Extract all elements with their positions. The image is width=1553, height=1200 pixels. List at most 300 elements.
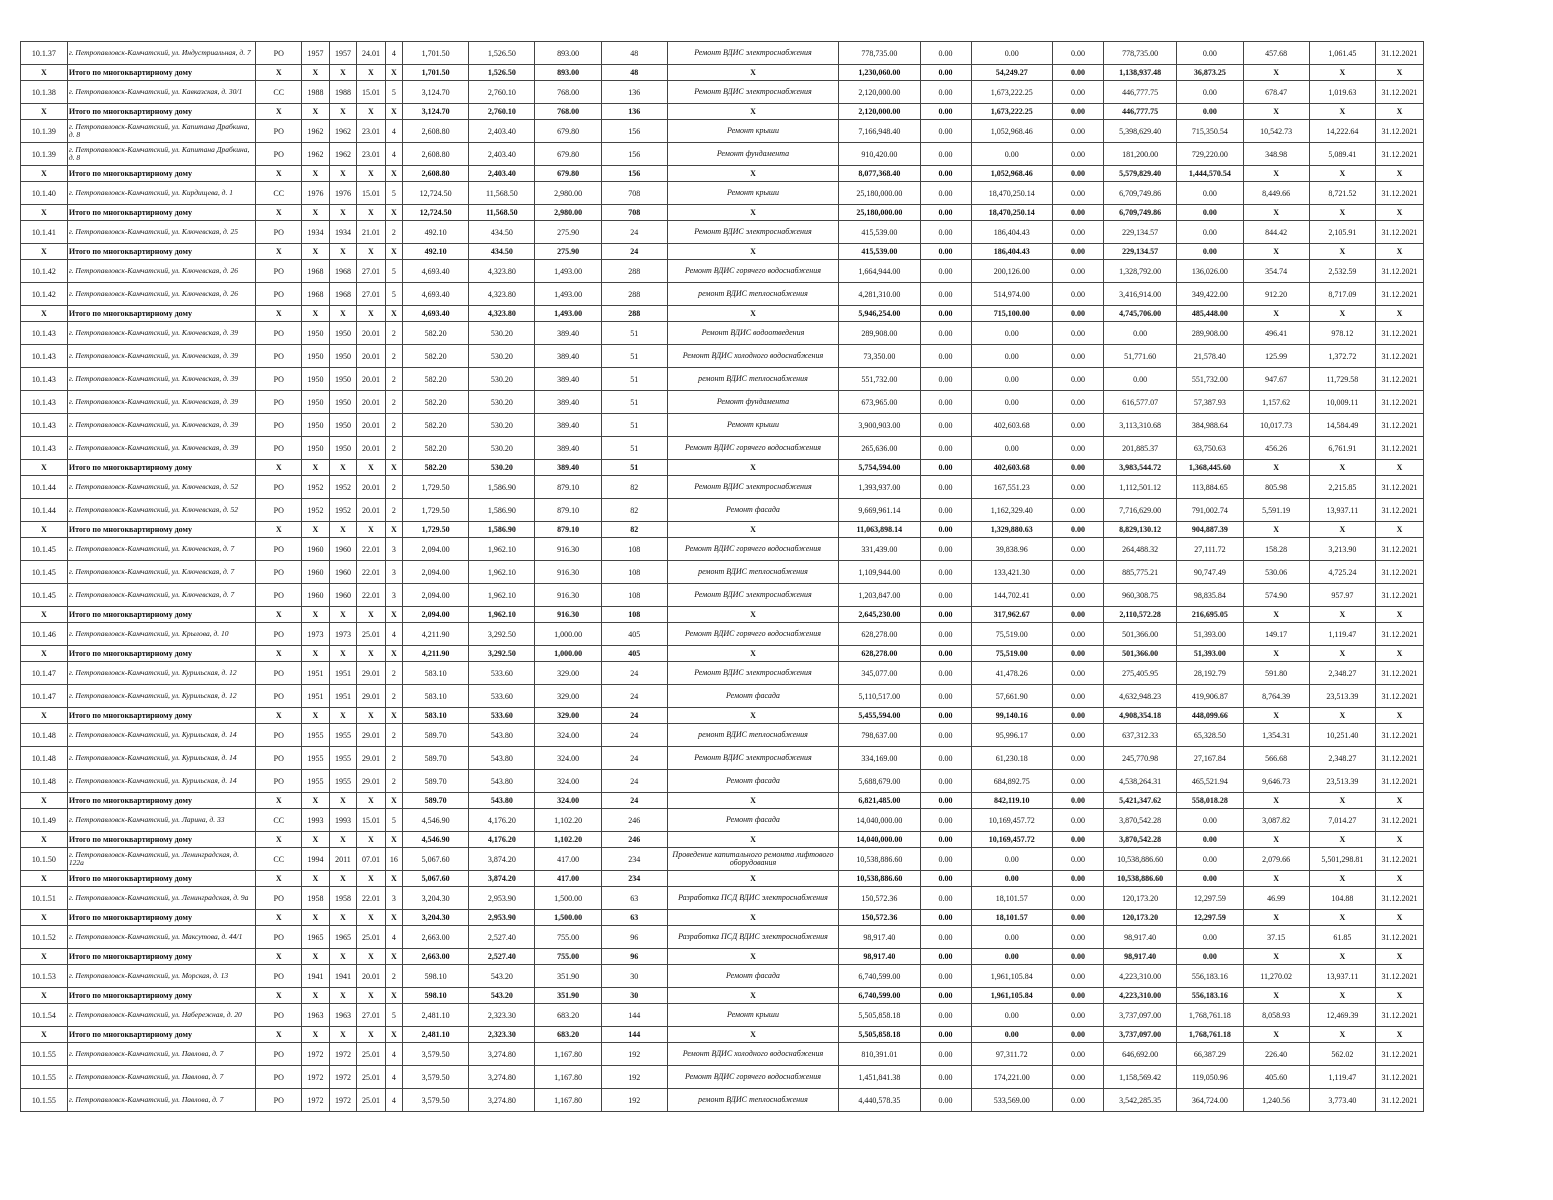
- cell-local-funds: 0.00: [1053, 662, 1104, 685]
- cell-owner-funds: 10,538,886.60: [1103, 848, 1176, 871]
- table-row: [21, 584, 1424, 607]
- cell-total-cost: 6,740,599.00: [839, 988, 921, 1004]
- cell-other-funds: 0.00: [1177, 949, 1243, 965]
- cell-wear: 25.01: [357, 1089, 386, 1112]
- cell-ownership: X: [256, 832, 302, 848]
- cell-work-type: Ремонт фасада: [667, 965, 838, 988]
- cell-local-funds: 0.00: [1053, 182, 1104, 205]
- cell-work-type: Ремонт крыши: [667, 414, 838, 437]
- cell-federal-funds: 0.00: [920, 988, 971, 1004]
- cell-floors: X: [385, 607, 402, 623]
- cell-total-cost: 1,230,060.00: [839, 65, 921, 81]
- cell-living-area: 2,953.90: [469, 887, 535, 910]
- cell-owner-funds: 1,158,569.42: [1103, 1066, 1176, 1089]
- cell-unit-cost: 8,449.66: [1243, 182, 1309, 205]
- cell-deadline: 31.12.2021: [1375, 182, 1423, 205]
- cell-floors: 3: [385, 538, 402, 561]
- cell-wear: X: [357, 306, 386, 322]
- cell-other-funds: 27,111.72: [1177, 538, 1243, 561]
- cell-work-type: X: [667, 871, 838, 887]
- cell-roof-area: 879.10: [535, 499, 601, 522]
- cell-max-unit-cost: X: [1309, 988, 1375, 1004]
- cell-roof-area: 2,980.00: [535, 182, 601, 205]
- cell-build-year: 1965: [302, 926, 330, 949]
- cell-roof-area: 351.90: [535, 988, 601, 1004]
- cell-ownership: РО: [256, 368, 302, 391]
- cell-owner-funds: 181,200.00: [1103, 143, 1176, 166]
- cell-commission-year: X: [329, 871, 357, 887]
- cell-total-area: 2,094.00: [403, 538, 469, 561]
- cell-unit-cost: X: [1243, 306, 1309, 322]
- cell-deadline: X: [1375, 607, 1423, 623]
- cell-residents: 108: [601, 584, 667, 607]
- cell-living-area: 2,403.40: [469, 143, 535, 166]
- cell-address: Итого по многоквартирному дому: [67, 104, 255, 120]
- cell-federal-funds: 0.00: [920, 926, 971, 949]
- cell-address: Итого по многоквартирному дому: [67, 166, 255, 182]
- cell-deadline: X: [1375, 832, 1423, 848]
- cell-build-year: 1976: [302, 182, 330, 205]
- cell-federal-funds: 0.00: [920, 538, 971, 561]
- cell-work-type: Ремонт фасада: [667, 770, 838, 793]
- table-row: [21, 1089, 1424, 1112]
- cell-floors: X: [385, 205, 402, 221]
- cell-row-number: 10.1.47: [21, 662, 68, 685]
- cell-max-unit-cost: X: [1309, 1027, 1375, 1043]
- cell-address: г. Петропавловск-Камчатский, ул. Ларина, д. 33: [67, 809, 255, 832]
- cell-unit-cost: 1,240.56: [1243, 1089, 1309, 1112]
- cell-row-number: X: [21, 460, 68, 476]
- cell-other-funds: 1,368,445.60: [1177, 460, 1243, 476]
- cell-living-area: 530.20: [469, 322, 535, 345]
- cell-regional-funds: 684,892.75: [971, 770, 1053, 793]
- cell-roof-area: 679.80: [535, 120, 601, 143]
- cell-total-cost: 5,455,594.00: [839, 708, 921, 724]
- cell-deadline: 31.12.2021: [1375, 345, 1423, 368]
- cell-federal-funds: 0.00: [920, 584, 971, 607]
- cell-federal-funds: 0.00: [920, 949, 971, 965]
- cell-living-area: 2,760.10: [469, 104, 535, 120]
- cell-total-cost: 5,754,594.00: [839, 460, 921, 476]
- cell-other-funds: 384,988.64: [1177, 414, 1243, 437]
- cell-work-type: X: [667, 988, 838, 1004]
- cell-commission-year: 1950: [329, 437, 357, 460]
- cell-local-funds: 0.00: [1053, 965, 1104, 988]
- cell-regional-funds: 0.00: [971, 871, 1053, 887]
- cell-owner-funds: 4,632,948.23: [1103, 685, 1176, 708]
- cell-unit-cost: 457.68: [1243, 42, 1309, 65]
- cell-commission-year: 1960: [329, 538, 357, 561]
- cell-regional-funds: 533,569.00: [971, 1089, 1053, 1112]
- cell-row-number: X: [21, 205, 68, 221]
- cell-wear: X: [357, 522, 386, 538]
- cell-residents: 234: [601, 871, 667, 887]
- cell-wear: X: [357, 832, 386, 848]
- cell-wear: 20.01: [357, 368, 386, 391]
- cell-federal-funds: 0.00: [920, 368, 971, 391]
- cell-wear: X: [357, 205, 386, 221]
- cell-living-area: 1,962.10: [469, 538, 535, 561]
- cell-commission-year: 1955: [329, 724, 357, 747]
- cell-ownership: РО: [256, 260, 302, 283]
- cell-max-unit-cost: 11,729.58: [1309, 368, 1375, 391]
- cell-regional-funds: 57,661.90: [971, 685, 1053, 708]
- cell-row-number: 10.1.45: [21, 561, 68, 584]
- cell-build-year: 1962: [302, 120, 330, 143]
- cell-federal-funds: 0.00: [920, 345, 971, 368]
- cell-ownership: РО: [256, 1004, 302, 1027]
- cell-work-type: Ремонт ВДИС электроснабжения: [667, 584, 838, 607]
- cell-max-unit-cost: 562.02: [1309, 1043, 1375, 1066]
- cell-residents: 63: [601, 910, 667, 926]
- cell-row-number: 10.1.54: [21, 1004, 68, 1027]
- cell-build-year: 1941: [302, 965, 330, 988]
- cell-roof-area: 389.40: [535, 414, 601, 437]
- cell-federal-funds: 0.00: [920, 848, 971, 871]
- cell-work-type: Ремонт фасада: [667, 685, 838, 708]
- cell-owner-funds: 10,538,886.60: [1103, 871, 1176, 887]
- cell-floors: 2: [385, 368, 402, 391]
- cell-regional-funds: 0.00: [971, 368, 1053, 391]
- cell-floors: X: [385, 832, 402, 848]
- cell-unit-cost: X: [1243, 646, 1309, 662]
- cell-build-year: 1993: [302, 809, 330, 832]
- cell-row-number: 10.1.49: [21, 809, 68, 832]
- cell-wear: 20.01: [357, 391, 386, 414]
- cell-max-unit-cost: 23,513.39: [1309, 685, 1375, 708]
- cell-commission-year: X: [329, 244, 357, 260]
- cell-total-area: 583.10: [403, 708, 469, 724]
- cell-work-type: Ремонт ВДИС электроснабжения: [667, 81, 838, 104]
- cell-build-year: 1934: [302, 221, 330, 244]
- cell-other-funds: 90,747.49: [1177, 561, 1243, 584]
- cell-roof-area: 755.00: [535, 926, 601, 949]
- cell-unit-cost: 591.80: [1243, 662, 1309, 685]
- cell-federal-funds: 0.00: [920, 166, 971, 182]
- cell-living-area: 1,586.90: [469, 522, 535, 538]
- cell-build-year: X: [302, 910, 330, 926]
- cell-build-year: X: [302, 832, 330, 848]
- cell-roof-area: 329.00: [535, 685, 601, 708]
- cell-unit-cost: 46.99: [1243, 887, 1309, 910]
- cell-living-area: 1,962.10: [469, 561, 535, 584]
- cell-living-area: 530.20: [469, 345, 535, 368]
- cell-local-funds: 0.00: [1053, 1043, 1104, 1066]
- cell-owner-funds: 3,737,097.00: [1103, 1004, 1176, 1027]
- cell-build-year: 1972: [302, 1043, 330, 1066]
- cell-build-year: 1952: [302, 476, 330, 499]
- cell-commission-year: X: [329, 65, 357, 81]
- cell-total-cost: 6,821,485.00: [839, 793, 921, 809]
- total-row: [21, 949, 1424, 965]
- cell-other-funds: 289,908.00: [1177, 322, 1243, 345]
- cell-local-funds: 0.00: [1053, 747, 1104, 770]
- cell-work-type: ремонт ВДИС теплоснабжения: [667, 724, 838, 747]
- cell-floors: 5: [385, 283, 402, 306]
- cell-owner-funds: 885,775.21: [1103, 561, 1176, 584]
- total-row: [21, 708, 1424, 724]
- cell-total-area: 4,546.90: [403, 809, 469, 832]
- cell-work-type: Ремонт фасада: [667, 499, 838, 522]
- cell-residents: 144: [601, 1004, 667, 1027]
- cell-other-funds: 349,422.00: [1177, 283, 1243, 306]
- cell-wear: X: [357, 988, 386, 1004]
- cell-roof-area: 768.00: [535, 104, 601, 120]
- cell-work-type: Ремонт фасада: [667, 809, 838, 832]
- cell-commission-year: 1962: [329, 120, 357, 143]
- cell-owner-funds: 3,737,097.00: [1103, 1027, 1176, 1043]
- cell-max-unit-cost: X: [1309, 522, 1375, 538]
- total-row: [21, 104, 1424, 120]
- total-row: [21, 910, 1424, 926]
- cell-residents: 24: [601, 221, 667, 244]
- cell-total-cost: 5,110,517.00: [839, 685, 921, 708]
- cell-deadline: 31.12.2021: [1375, 437, 1423, 460]
- cell-total-area: 4,693.40: [403, 283, 469, 306]
- cell-total-area: 598.10: [403, 965, 469, 988]
- cell-max-unit-cost: 1,372.72: [1309, 345, 1375, 368]
- cell-deadline: 31.12.2021: [1375, 685, 1423, 708]
- cell-deadline: 31.12.2021: [1375, 143, 1423, 166]
- cell-federal-funds: 0.00: [920, 793, 971, 809]
- cell-roof-area: 879.10: [535, 522, 601, 538]
- cell-regional-funds: 99,140.16: [971, 708, 1053, 724]
- cell-unit-cost: 947.67: [1243, 368, 1309, 391]
- cell-address: г. Петропавловск-Камчатский, ул. Ключевская, д. 7: [67, 538, 255, 561]
- cell-unit-cost: X: [1243, 793, 1309, 809]
- cell-total-cost: 73,350.00: [839, 345, 921, 368]
- cell-local-funds: 0.00: [1053, 708, 1104, 724]
- capital-repair-table: [20, 41, 1424, 1112]
- cell-wear: 07.01: [357, 848, 386, 871]
- cell-other-funds: 364,724.00: [1177, 1089, 1243, 1112]
- cell-owner-funds: 120,173.20: [1103, 910, 1176, 926]
- cell-deadline: 31.12.2021: [1375, 848, 1423, 871]
- cell-wear: 20.01: [357, 965, 386, 988]
- cell-regional-funds: 0.00: [971, 926, 1053, 949]
- cell-max-unit-cost: X: [1309, 910, 1375, 926]
- cell-other-funds: 119,050.96: [1177, 1066, 1243, 1089]
- cell-roof-area: 1,493.00: [535, 260, 601, 283]
- cell-deadline: X: [1375, 205, 1423, 221]
- cell-living-area: 1,526.50: [469, 65, 535, 81]
- cell-wear: 22.01: [357, 561, 386, 584]
- cell-total-area: 3,579.50: [403, 1066, 469, 1089]
- cell-floors: 2: [385, 322, 402, 345]
- cell-max-unit-cost: 61.85: [1309, 926, 1375, 949]
- cell-local-funds: 0.00: [1053, 414, 1104, 437]
- cell-wear: 15.01: [357, 809, 386, 832]
- cell-total-area: 5,067.60: [403, 848, 469, 871]
- cell-residents: 24: [601, 793, 667, 809]
- cell-commission-year: 1988: [329, 81, 357, 104]
- cell-regional-funds: 402,603.68: [971, 414, 1053, 437]
- cell-unit-cost: 8,058.93: [1243, 1004, 1309, 1027]
- cell-work-type: X: [667, 949, 838, 965]
- cell-build-year: X: [302, 607, 330, 623]
- cell-unit-cost: 226.40: [1243, 1043, 1309, 1066]
- cell-total-cost: 910,420.00: [839, 143, 921, 166]
- cell-max-unit-cost: 4,725.24: [1309, 561, 1375, 584]
- cell-owner-funds: 3,983,544.72: [1103, 460, 1176, 476]
- cell-build-year: 1972: [302, 1089, 330, 1112]
- cell-living-area: 543.80: [469, 747, 535, 770]
- cell-deadline: X: [1375, 1027, 1423, 1043]
- cell-build-year: 1968: [302, 260, 330, 283]
- cell-living-area: 543.80: [469, 770, 535, 793]
- cell-residents: 156: [601, 120, 667, 143]
- cell-other-funds: 0.00: [1177, 42, 1243, 65]
- cell-living-area: 3,874.20: [469, 871, 535, 887]
- cell-max-unit-cost: 23,513.39: [1309, 770, 1375, 793]
- cell-address: г. Петропавловск-Камчатский, ул. Капитана Драбкина, д. 8: [67, 120, 255, 143]
- cell-wear: 20.01: [357, 414, 386, 437]
- cell-unit-cost: X: [1243, 607, 1309, 623]
- total-row: [21, 65, 1424, 81]
- cell-total-area: 582.20: [403, 368, 469, 391]
- cell-other-funds: 791,002.74: [1177, 499, 1243, 522]
- cell-total-area: 582.20: [403, 345, 469, 368]
- cell-address: г. Петропавловск-Камчатский, ул. Ключевская, д. 39: [67, 368, 255, 391]
- cell-build-year: 1952: [302, 499, 330, 522]
- cell-commission-year: 1955: [329, 770, 357, 793]
- cell-wear: 27.01: [357, 260, 386, 283]
- cell-floors: X: [385, 910, 402, 926]
- cell-build-year: 1963: [302, 1004, 330, 1027]
- cell-other-funds: 0.00: [1177, 221, 1243, 244]
- cell-build-year: X: [302, 104, 330, 120]
- cell-regional-funds: 1,673,222.25: [971, 104, 1053, 120]
- table-row: [21, 1066, 1424, 1089]
- cell-row-number: X: [21, 65, 68, 81]
- cell-wear: X: [357, 708, 386, 724]
- cell-federal-funds: 0.00: [920, 42, 971, 65]
- cell-roof-area: 389.40: [535, 391, 601, 414]
- cell-regional-funds: 97,311.72: [971, 1043, 1053, 1066]
- cell-total-cost: 3,900,903.00: [839, 414, 921, 437]
- cell-row-number: 10.1.37: [21, 42, 68, 65]
- cell-total-area: 589.70: [403, 724, 469, 747]
- cell-row-number: X: [21, 708, 68, 724]
- cell-residents: 82: [601, 499, 667, 522]
- cell-floors: 4: [385, 143, 402, 166]
- cell-ownership: РО: [256, 221, 302, 244]
- cell-ownership: X: [256, 244, 302, 260]
- cell-total-area: 2,663.00: [403, 926, 469, 949]
- cell-federal-funds: 0.00: [920, 221, 971, 244]
- cell-wear: 27.01: [357, 283, 386, 306]
- cell-deadline: X: [1375, 166, 1423, 182]
- cell-local-funds: 0.00: [1053, 1089, 1104, 1112]
- cell-other-funds: 465,521.94: [1177, 770, 1243, 793]
- cell-row-number: 10.1.40: [21, 182, 68, 205]
- cell-commission-year: X: [329, 205, 357, 221]
- cell-total-cost: 4,440,578.35: [839, 1089, 921, 1112]
- cell-max-unit-cost: 13,937.11: [1309, 965, 1375, 988]
- cell-floors: X: [385, 65, 402, 81]
- cell-total-cost: 289,908.00: [839, 322, 921, 345]
- cell-living-area: 3,274.80: [469, 1089, 535, 1112]
- cell-ownership: РО: [256, 391, 302, 414]
- cell-work-type: Ремонт ВДИС электроснабжения: [667, 42, 838, 65]
- cell-commission-year: 1963: [329, 1004, 357, 1027]
- cell-ownership: X: [256, 1027, 302, 1043]
- cell-commission-year: 1952: [329, 476, 357, 499]
- cell-unit-cost: 678.47: [1243, 81, 1309, 104]
- cell-local-funds: 0.00: [1053, 42, 1104, 65]
- cell-row-number: 10.1.41: [21, 221, 68, 244]
- cell-local-funds: 0.00: [1053, 646, 1104, 662]
- cell-roof-area: 324.00: [535, 770, 601, 793]
- cell-other-funds: 558,018.28: [1177, 793, 1243, 809]
- cell-roof-area: 1,000.00: [535, 646, 601, 662]
- cell-roof-area: 1,102.20: [535, 832, 601, 848]
- cell-commission-year: 1952: [329, 499, 357, 522]
- cell-commission-year: 1950: [329, 345, 357, 368]
- cell-owner-funds: 2,110,572.28: [1103, 607, 1176, 623]
- cell-max-unit-cost: 3,213.90: [1309, 538, 1375, 561]
- cell-ownership: X: [256, 793, 302, 809]
- cell-row-number: 10.1.39: [21, 120, 68, 143]
- cell-regional-funds: 0.00: [971, 437, 1053, 460]
- cell-row-number: 10.1.55: [21, 1066, 68, 1089]
- cell-max-unit-cost: 2,532.59: [1309, 260, 1375, 283]
- cell-row-number: X: [21, 104, 68, 120]
- cell-total-cost: 551,732.00: [839, 368, 921, 391]
- cell-max-unit-cost: 978.12: [1309, 322, 1375, 345]
- cell-commission-year: 1972: [329, 1089, 357, 1112]
- cell-total-cost: 1,109,944.00: [839, 561, 921, 584]
- cell-roof-area: 679.80: [535, 166, 601, 182]
- cell-other-funds: 904,887.39: [1177, 522, 1243, 538]
- cell-ownership: X: [256, 522, 302, 538]
- cell-local-funds: 0.00: [1053, 848, 1104, 871]
- cell-address: г. Петропавловск-Камчатский, ул. Крылова, д. 10: [67, 623, 255, 646]
- cell-federal-funds: 0.00: [920, 747, 971, 770]
- cell-living-area: 3,874.20: [469, 848, 535, 871]
- cell-work-type: X: [667, 607, 838, 623]
- table-row: [21, 437, 1424, 460]
- cell-max-unit-cost: 6,761.91: [1309, 437, 1375, 460]
- cell-federal-funds: 0.00: [920, 1089, 971, 1112]
- cell-row-number: X: [21, 832, 68, 848]
- cell-commission-year: 1972: [329, 1043, 357, 1066]
- cell-total-area: 2,608.80: [403, 143, 469, 166]
- cell-total-area: 582.20: [403, 437, 469, 460]
- cell-other-funds: 12,297.59: [1177, 887, 1243, 910]
- cell-deadline: X: [1375, 708, 1423, 724]
- cell-roof-area: 916.30: [535, 538, 601, 561]
- cell-deadline: X: [1375, 244, 1423, 260]
- cell-total-area: 4,693.40: [403, 260, 469, 283]
- cell-owner-funds: 201,885.37: [1103, 437, 1176, 460]
- cell-local-funds: 0.00: [1053, 166, 1104, 182]
- cell-unit-cost: 496.41: [1243, 322, 1309, 345]
- cell-owner-funds: 446,777.75: [1103, 104, 1176, 120]
- cell-total-area: 1,729.50: [403, 476, 469, 499]
- cell-max-unit-cost: X: [1309, 460, 1375, 476]
- cell-total-area: 12,724.50: [403, 205, 469, 221]
- cell-build-year: 1950: [302, 368, 330, 391]
- cell-owner-funds: 245,770.98: [1103, 747, 1176, 770]
- cell-total-area: 3,579.50: [403, 1089, 469, 1112]
- cell-address: г. Петропавловск-Камчатский, ул. Ключевская, д. 39: [67, 391, 255, 414]
- cell-build-year: 1950: [302, 414, 330, 437]
- cell-ownership: РО: [256, 538, 302, 561]
- cell-unit-cost: 8,764.39: [1243, 685, 1309, 708]
- cell-ownership: РО: [256, 42, 302, 65]
- cell-total-area: 3,579.50: [403, 1043, 469, 1066]
